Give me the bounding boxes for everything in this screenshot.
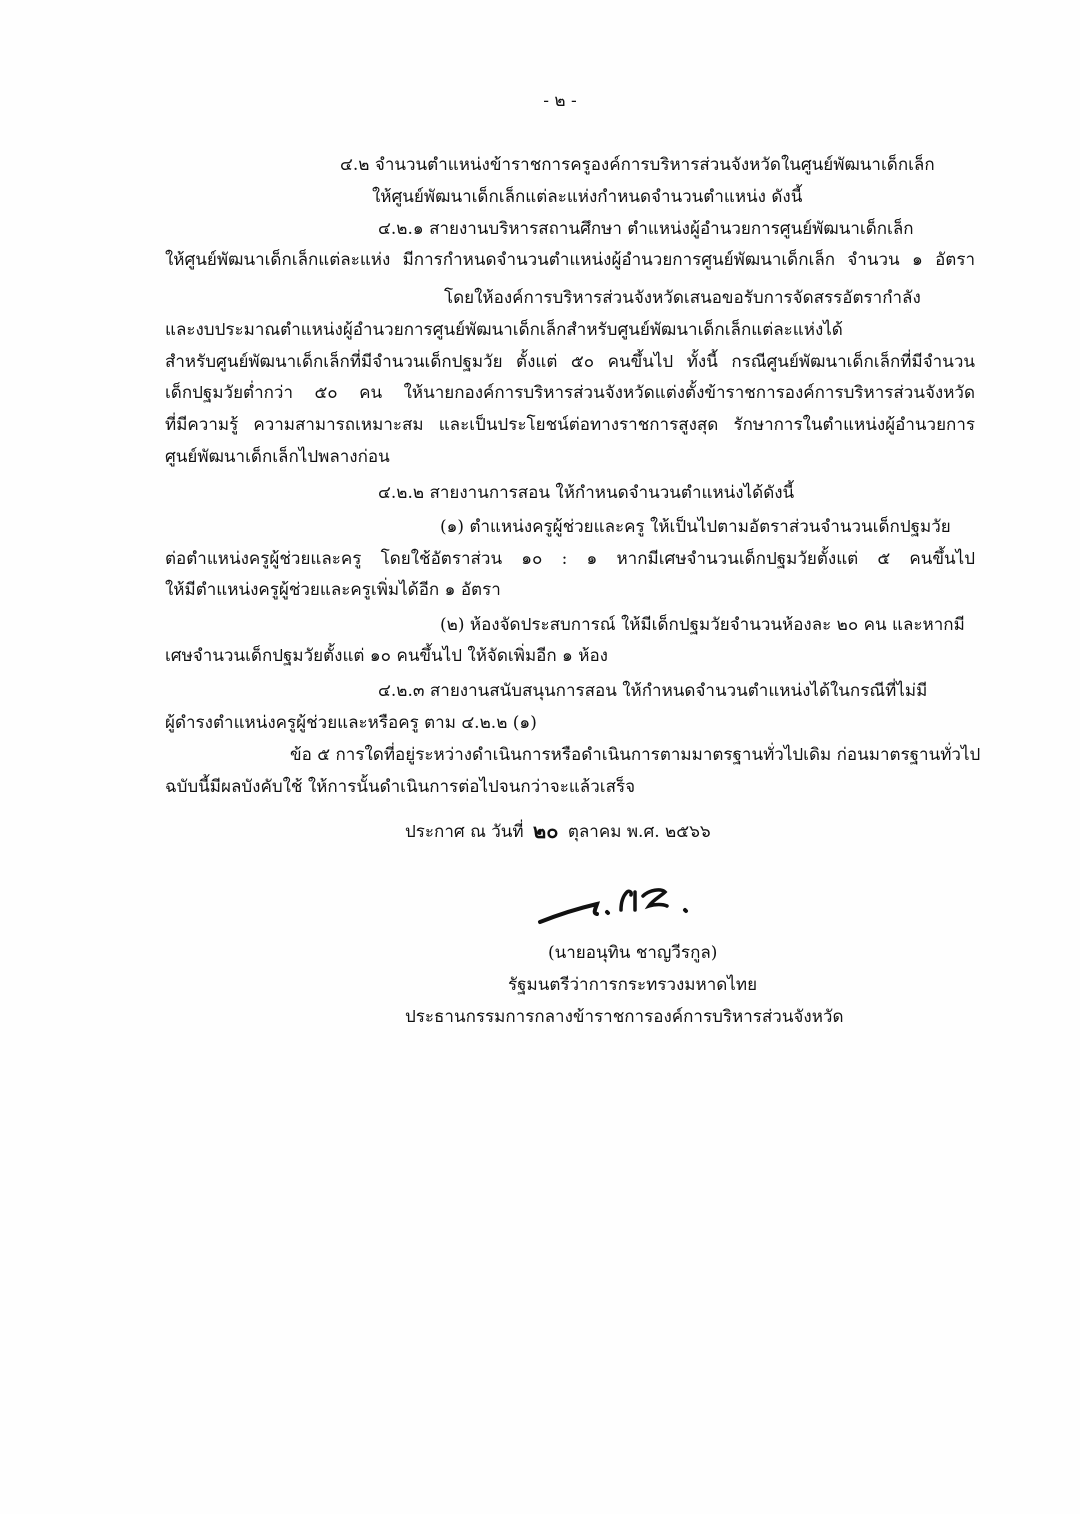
clause-4-2-1-heading: ๔.๒.๑ สายงานบริหารสถานศึกษา ตำแหน่งผู้อำนวยการศูนย์พัฒนาเด็กเล็ก (378, 219, 914, 239)
text-line: และงบประมาณตำแหน่งผู้อำนวยการศูนย์พัฒนาเด็กเล็กสำหรับศูนย์พัฒนาเด็กเล็กแต่ละแห่งได้ (165, 320, 843, 340)
handwritten-signature (535, 880, 705, 930)
clause-4-2-3-heading: ๔.๒.๓ สายงานสนับสนุนการสอน ให้กำหนดจำนวนตำแหน่งได้ในกรณีที่ไม่มี (378, 681, 928, 701)
item-2-heading: (๒) ห้องจัดประสบการณ์ ให้มีเด็กปฐมวัยจำนวนห้องละ ๒๐ คน และหากมี (440, 615, 965, 635)
text-line: เด็กปฐมวัยต่ำกว่า ๕๐ คน ให้นายกองค์การบริหารส่วนจังหวัดแต่งตั้งข้าราชการองค์การบริหารส่วนจังหวัด (165, 383, 975, 403)
announcement-day: ๒๐ (533, 819, 559, 843)
clause-5-heading: ข้อ ๕ การใดที่อยู่ระหว่างดำเนินการหรือดำเนินการตามมาตรฐานทั่วไปเดิม ก่อนมาตรฐานทั่วไป (290, 745, 981, 765)
text-line: สำหรับศูนย์พัฒนาเด็กเล็กที่มีจำนวนเด็กปฐมวัย ตั้งแต่ ๕๐ คนขึ้นไป ทั้งนี้ กรณีศูนย์พัฒนาเด็กเล็กที่มีจำนวน (165, 352, 975, 372)
announcement-date (405, 815, 711, 847)
text-line: ผู้ดำรงตำแหน่งครูผู้ช่วยและหรือครู ตาม ๔.๒.๒ (๑) (165, 713, 537, 733)
text-line: เศษจำนวนเด็กปฐมวัยตั้งแต่ ๑๐ คนขึ้นไป ให้จัดเพิ่มอีก ๑ ห้อง (165, 646, 608, 666)
clause-4-2-subheading: ให้ศูนย์พัฒนาเด็กเล็กแต่ละแห่งกำหนดจำนวนตำแหน่ง ดังนี้ (372, 187, 803, 207)
signatory-name: (นายอนุทิน ชาญวีรกูล) (548, 943, 718, 963)
signatory-committee-role: ประธานกรรมการกลางข้าราชการองค์การบริหารส่วนจังหวัด (405, 1007, 844, 1027)
text-line: ให้มีตำแหน่งครูผู้ช่วยและครูเพิ่มได้อีก ๑ อัตรา (165, 580, 501, 600)
text-line: ศูนย์พัฒนาเด็กเล็กไปพลางก่อน (165, 447, 390, 467)
page-number: - ๒ - (543, 91, 577, 111)
text-line: ที่มีความรู้ ความสามารถเหมาะสม และเป็นประโยชน์ต่อทางราชการสูงสุด รักษาการในตำแหน่งผู้อำนวยการ (165, 415, 975, 435)
announcement-month-year: ตุลาคม พ.ศ. ๒๕๖๖ (567, 822, 711, 842)
text-line: ฉบับนี้มีผลบังคับใช้ ให้การนั้นดำเนินการต่อไปจนกว่าจะแล้วเสร็จ (165, 777, 636, 797)
clause-4-2-2-heading: ๔.๒.๒ สายงานการสอน ให้กำหนดจำนวนตำแหน่งได้ดังนี้ (378, 483, 795, 503)
signatory-position: รัฐมนตรีว่าการกระทรวงมหาดไทย (508, 975, 758, 995)
announcement-prefix: ประกาศ ณ วันที่ (405, 822, 524, 842)
text-line: ต่อตำแหน่งครูผู้ช่วยและครู โดยใช้อัตราส่วน ๑๐ : ๑ หากมีเศษจำนวนเด็กปฐมวัยตั้งแต่ ๕ คนขึ้นไป (165, 549, 975, 569)
clause-4-2-heading: ๔.๒ จำนวนตำแหน่งข้าราชการครูองค์การบริหารส่วนจังหวัดในศูนย์พัฒนาเด็กเล็ก (340, 155, 935, 175)
text-line: ให้ศูนย์พัฒนาเด็กเล็กแต่ละแห่ง มีการกำหนดจำนวนตำแหน่งผู้อำนวยการศูนย์พัฒนาเด็กเล็ก จำนวน ๑ อัตรา (165, 250, 975, 270)
item-1-heading: (๑) ตำแหน่งครูผู้ช่วยและครู ให้เป็นไปตามอัตราส่วนจำนวนเด็กปฐมวัย (440, 517, 951, 537)
text-line: โดยให้องค์การบริหารส่วนจังหวัดเสนอขอรับการจัดสรรอัตรากำลัง (444, 288, 921, 308)
